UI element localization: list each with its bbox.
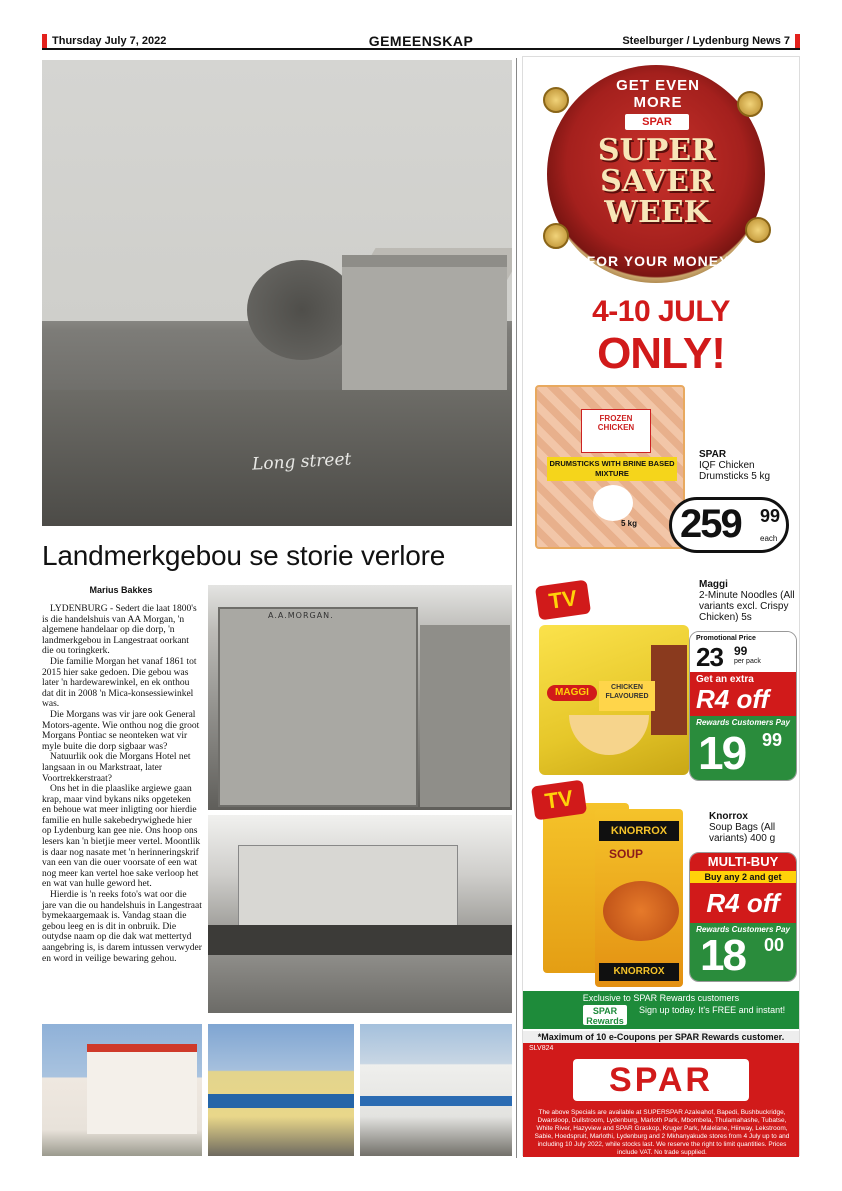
photo-veranda — [208, 1094, 354, 1108]
title-line: WEEK — [604, 195, 710, 230]
photo-building-side — [420, 625, 510, 807]
chicken-icon — [593, 485, 633, 521]
pack-sublabel: DRUMSTICKS WITH BRINE BASED MIXTURE — [547, 457, 677, 481]
rewards-price — [690, 716, 796, 781]
article-headline: Landmerkgebou se storie verlore — [42, 540, 446, 571]
spar-logo: SPAR — [573, 1059, 749, 1101]
pack-brand: KNORROX — [599, 963, 679, 981]
photo-building-facade — [218, 607, 418, 807]
coupon-limit-note: *Maximum of 10 e-Coupons per SPAR Rewards customer. — [523, 1031, 799, 1043]
soup-pack-image — [543, 791, 683, 987]
photo-caption-long-street: Long street — [251, 449, 352, 475]
pack-brand: KNORROX — [599, 821, 679, 841]
noodles-price-box — [689, 631, 797, 781]
spar-advert — [522, 56, 800, 1156]
article-paragraph: LYDENBURG - Sedert die laat 1800's is die handelshuis van AA Morgan, 'n algemene handelaar op die dorp, 'n landmerkgebou in Langestraat oorkant die ou toringkerk. — [42, 604, 197, 657]
photo-tree — [247, 260, 357, 360]
promo-only: ONLY! — [597, 329, 725, 378]
promo-rand: 23 — [696, 642, 723, 672]
article-byline: Marius Bakkes — [89, 585, 153, 595]
promo-dates: 4-10 JULY — [592, 295, 730, 328]
chicken-price — [669, 497, 789, 553]
rewards-rand: 19 — [698, 727, 746, 779]
photo-veranda — [208, 925, 512, 955]
rewards-label: Rewards Customers Pay — [696, 718, 790, 727]
product-brand: Maggi — [699, 579, 728, 590]
rewards-price — [690, 923, 796, 982]
chicken-description — [699, 449, 799, 482]
pack-beef — [651, 645, 687, 735]
pack-label: FROZEN CHICKEN — [581, 409, 651, 453]
morgan-store-photo-later — [208, 815, 512, 1013]
spar-rewards-logo: SPAR Rewards — [583, 1005, 627, 1025]
fine-print: The above Specials are available at SUPERSPAR Azaleahof, Bapedi, Bushbuckridge, Dwarsloop, Dullstroom, Lydenburg, Marloth Park, Mbombela, Thulamahashe, Tubatse, White River, Hazyview and SPAR Graskop, Kruger Park, Malelane, Hiirway, Lekstroom, Sabie, Hoedspruit, Marlothi, Lydenburg and 2 Mkhanyakude stores from 4 July up to and including 10 July 2022, while stocks last. We reserve the right to limit quantities. Prices include VAT. No trade supplied. — [534, 1109, 790, 1156]
photo-building — [342, 255, 507, 405]
multi-buy-value: R4 off — [690, 883, 796, 923]
badge-arc-top: GET EVEN MORE — [616, 77, 700, 111]
price-cents: 99 — [760, 506, 781, 526]
rewards-rand: 18 — [700, 931, 745, 980]
spar-logo-small: SPAR — [625, 114, 689, 130]
promo-per: per pack — [734, 658, 761, 665]
section-title: GEMEENSKAP — [368, 33, 474, 49]
article-paragraph: Ons het in die plaaslike argiewe gaan krap, maar vind bykans niks opgeteken en behoue wat meer inligting oor hierdie familie en hulle sakebedrywighede hier op Lydenburg kan gee nie. Ons hoop ons lesers kan 'n bietjie meer vertel. Moontlik is daar nog nasate met 'n herinneringskrif van een van die ouer voorsate of een wat nog meer kan vertel hoe sake verloop het en wat van hulle geword het. — [42, 784, 201, 890]
multi-buy-label: MULTI-BUY — [690, 853, 796, 871]
column-divider — [516, 58, 517, 1158]
product-desc: 2-Minute Noodles (All variants excl. Crispy Chicken) 5s — [699, 590, 795, 623]
tv-badge-icon: TV — [531, 780, 587, 821]
noodles-description — [699, 579, 799, 623]
price-unit: each — [760, 534, 778, 543]
promo-label: Promotional Price — [696, 635, 756, 642]
rewards-line: Exclusive to SPAR Rewards customers — [582, 993, 740, 1003]
article-paragraph: Die Morgans was vir jare ook General Motors-agente. Wie onthou nog die groot Morgans Pontiac se neonteken wat vir myle buite die dorp sigbaar was? — [42, 709, 200, 752]
article-paragraph: Natuurlik ook die Morgans Hotel net langsaan in ou Markstraat, later Voortrekkerstraat? — [42, 752, 191, 784]
ad-code: SLV824 — [529, 1045, 554, 1052]
tv-badge-icon: TV — [535, 580, 591, 621]
noodles-pack-image — [539, 625, 689, 775]
extra-value: R4 off — [696, 684, 770, 714]
main-historic-photo — [42, 60, 512, 526]
soup-bowl — [603, 881, 679, 941]
header-accent-right — [795, 34, 800, 48]
price-rand: 259 — [680, 502, 741, 546]
coin-icon — [737, 91, 763, 117]
photo-building — [87, 1044, 197, 1134]
extra-off — [690, 672, 796, 716]
chicken-pack-image — [535, 385, 685, 549]
product-desc: IQF Chicken Drumsticks 5 kg — [699, 460, 771, 482]
coin-icon — [745, 217, 771, 243]
article-body — [42, 604, 202, 964]
rewards-cents: 00 — [764, 935, 785, 955]
pack-type: SOUP — [609, 847, 644, 861]
product-desc: Soup Bags (All variants) 400 g — [709, 822, 776, 844]
title-line: SAVER — [600, 164, 714, 199]
morgan-store-photo-old — [208, 585, 512, 810]
store-sign: A.A.MORGAN. — [268, 611, 334, 620]
issue-date: Thursday July 7, 2022 — [52, 35, 167, 47]
promo-price — [690, 632, 796, 672]
pack-brand: MAGGI — [547, 685, 597, 701]
pack-flavour: CHICKEN FLAVOURED — [599, 681, 655, 711]
article-paragraph: Die familie Morgan het vanaf 1861 tot 2015 hier sake gedoen. Die gebou was later 'n hardewarewinkel, en ek onthou dat dit in 2008 'n Mica-konsessiewinkel was. — [42, 656, 197, 710]
pack-weight: 5 kg — [621, 519, 638, 528]
rewards-signup: Sign up today. It's FREE and instant! — [639, 1005, 786, 1015]
rewards-banner — [523, 991, 799, 1029]
page-header — [42, 34, 800, 50]
coin-icon — [543, 223, 569, 249]
multi-buy-sub: Buy any 2 and get — [690, 871, 796, 883]
coin-icon — [543, 87, 569, 113]
morgan-store-photo-colour-1 — [42, 1024, 202, 1156]
photo-veranda — [360, 1096, 512, 1106]
badge-arc-bottom: FOR YOUR MONEY — [586, 253, 730, 269]
publication-page: Steelburger / Lydenburg News 7 — [622, 35, 790, 47]
morgan-store-photo-colour-2 — [208, 1024, 354, 1156]
noodle-bowl — [569, 715, 649, 755]
extra-label: Get an extra — [696, 674, 754, 685]
promo-cents: 99 — [734, 644, 748, 658]
super-saver-week-title — [571, 135, 743, 228]
ad-footer — [523, 1043, 799, 1157]
rewards-label: Rewards Customers Pay — [696, 925, 790, 934]
product-brand: Knorrox — [709, 811, 748, 822]
soup-price-box — [689, 852, 797, 982]
product-brand: SPAR — [699, 449, 727, 460]
article-paragraph: Hierdie is 'n reeks foto's wat oor die jare van die ou handelshuis in Langestraat bymekaargemaak is. Vandag staan die gebou leeg en is dit in onbruik. Die outydse naam op die dak wat mettertyd aangebring is, is darem intussen verwyder en word in veilige bewaring gehou. — [42, 890, 202, 964]
title-line: SUPER — [597, 133, 717, 168]
rewards-cents: 99 — [762, 730, 783, 750]
soup-description — [709, 811, 799, 844]
morgan-store-photo-colour-3 — [360, 1024, 512, 1156]
